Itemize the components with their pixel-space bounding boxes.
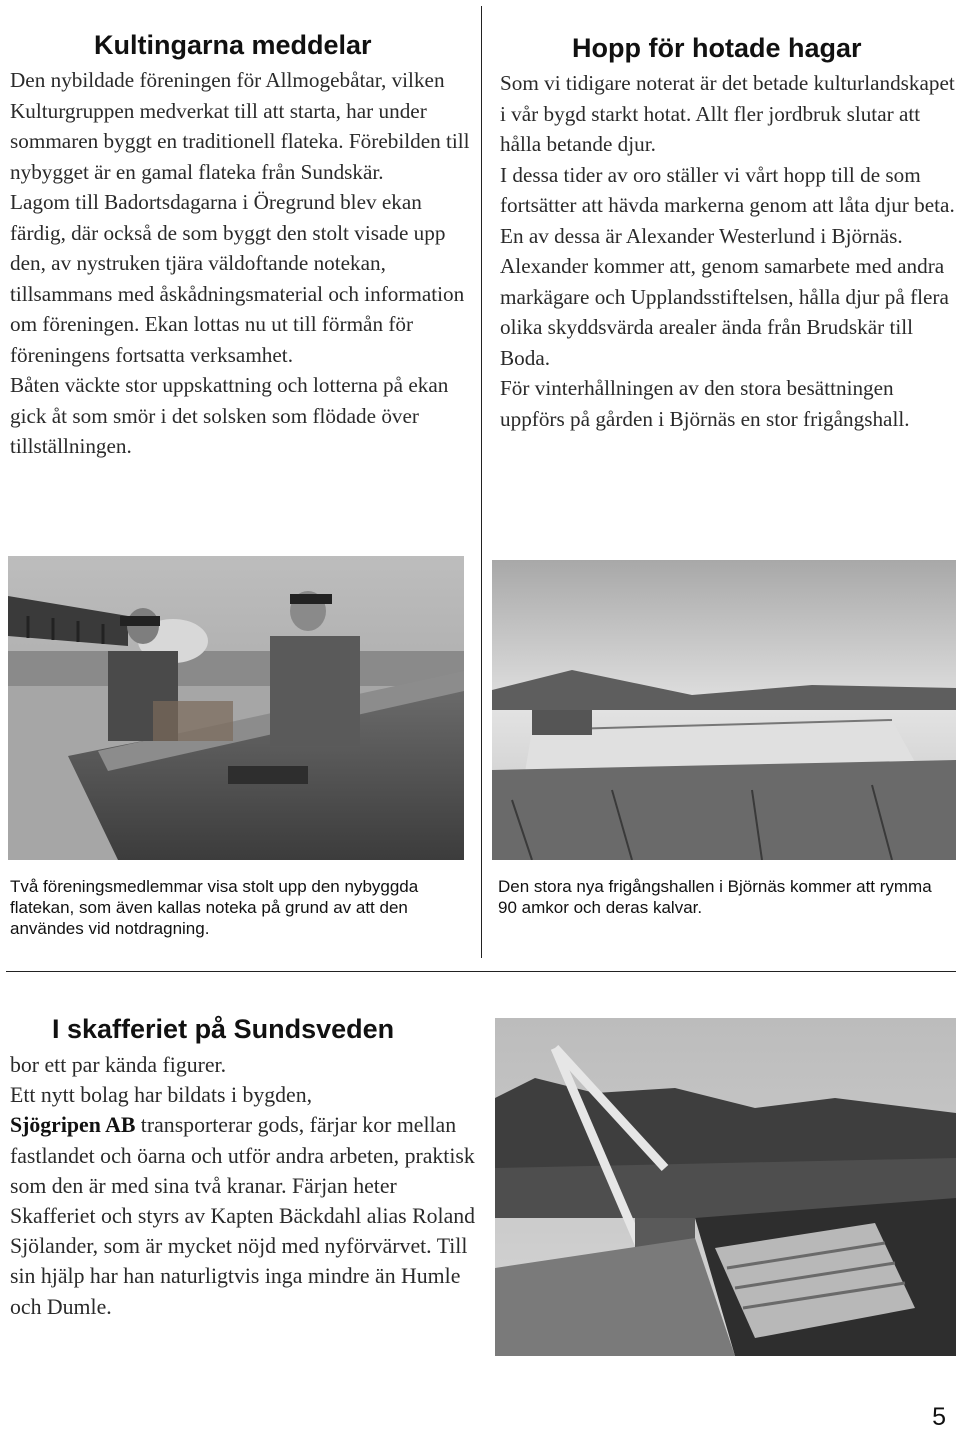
paragraph: Ett nytt bolag har bildats i bygden,	[10, 1083, 313, 1108]
article-body-hopp	[500, 68, 955, 434]
article-body-kultingarna	[10, 65, 472, 462]
paragraph	[10, 1110, 480, 1321]
paragraph: I dessa tider av oro ställer vi vårt hopp till de som fortsätter att hävda markerna genom att låta djur beta.	[500, 162, 955, 217]
section-divider	[6, 971, 956, 972]
page-number: 5	[932, 1403, 946, 1431]
column-divider	[481, 6, 482, 958]
paragraph: Den nybildade föreningen för Allmogebåtar, vilken Kulturgruppen medverkat till att starta, har under sommaren byggt en traditionell flateka. Förebilden till nybygget är en gamal flateka från Sundskär.	[10, 68, 470, 184]
paragraph: En av dessa är Alexander Westerlund i Björnäs. Alexander kommer att, genom samarbete med andra markägare och Upplandsstiftelsen, hålla djur på flera olika skyddsvärda arealer ända från Brudskär till Boda.	[500, 223, 949, 370]
company-name: Sjögripen AB	[10, 1113, 136, 1138]
boat-photo-caption: Två föreningsmedlemmar visa stolt upp den nybyggda flatekan, som även kallas noteka på grund av att den användes vid notdragning.	[10, 877, 419, 938]
article-heading-kultingarna: Kultingarna meddelar	[94, 30, 372, 60]
barn-construction-photo	[492, 560, 956, 860]
boat-photo	[8, 556, 464, 860]
barn-photo-caption: Den stora nya frigångshallen i Björnäs kommer att rymma 90 amkor och deras kalvar.	[498, 877, 932, 917]
paragraph: Båten väckte stor uppskattning och lotterna på ekan gick åt som smör i det solsken som flödade över tillställningen.	[10, 373, 449, 458]
paragraph: bor ett par kända figurer.	[10, 1053, 227, 1077]
paragraph-text: transporterar gods, färjar kor mellan fastlandet och öarna och utför andra arbeten, praktisk som den är med sina två kranar. Färjan heter Skafferiet och styrs av Kapten Bäckdahl alias Roland Sjölander, som är mycket nöjd med nyförvärvet. Till sin hjälp har han naturligtvis inga mindre än Humle och Dumle.	[10, 1113, 476, 1319]
ferry-photo	[495, 1018, 956, 1356]
article-body-skafferiet	[10, 1050, 480, 1322]
paragraph: Lagom till Badortsdagarna i Öregrund blev ekan färdig, där också de som byggt den stolt visade upp den, av nystruken tjära väldoftande notekan, tillsammans med åskådningsmaterial och information om föreningen. Ekan lottas nu ut till förmån för föreningens fortsatta verksamhet.	[10, 190, 465, 367]
paragraph: För vinterhållningen av den stora besättningen uppförs på gården i Björnäs en stor frigångshall.	[500, 376, 910, 431]
article-heading-skafferiet: I skafferiet på Sundsveden	[52, 1014, 395, 1044]
article-heading-hopp: Hopp för hotade hagar	[572, 33, 862, 63]
paragraph: Som vi tidigare noterat är det betade kulturlandskapet i vår bygd starkt hotat. Allt fler jordbruk slutar att hålla betande djur.	[500, 71, 955, 156]
